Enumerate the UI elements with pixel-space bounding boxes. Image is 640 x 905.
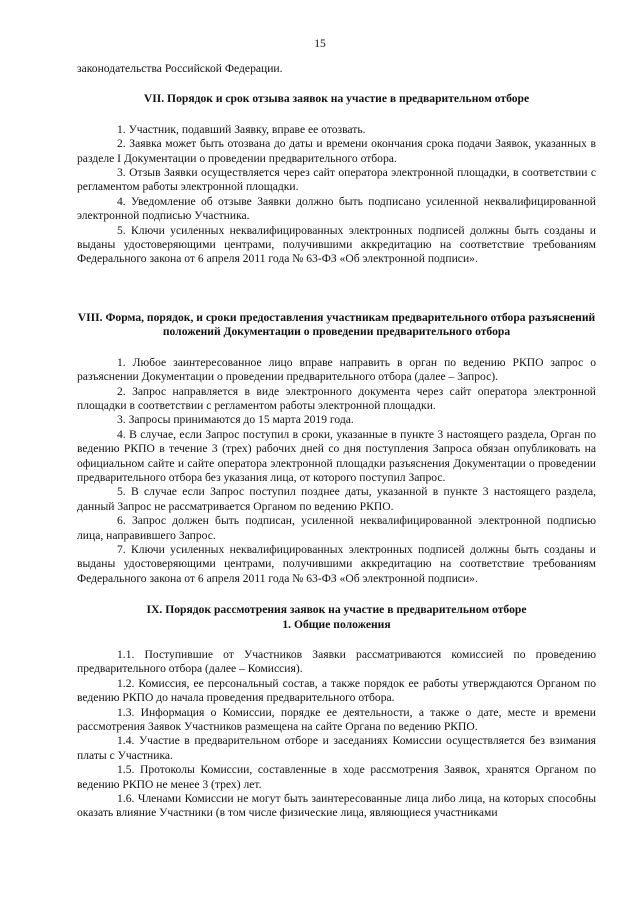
document-body bbox=[77, 62, 596, 821]
section-7-paragraph: 4. Уведомление об отзыве Заявки должно быть подписано усиленной неквалифицированной электронной подписью Участника. bbox=[77, 194, 596, 223]
section-9-paragraph: 1.1. Поступившие от Участников Заявки рассматриваются комиссией по проведению предварительного отбора (далее – Комиссия). bbox=[77, 648, 596, 676]
section-8 bbox=[77, 311, 596, 586]
section-8-paragraph: 3. Запросы принимаются до 15 марта 2019 года. bbox=[117, 413, 354, 427]
section-9-title: IX. Порядок рассмотрения заявок на участие в предварительном отборе bbox=[146, 603, 527, 617]
section-8-paragraph: 6. Запрос должен быть подписан, усиленной неквалифицированной электронной подписью лица, направившего Запрос. bbox=[77, 514, 596, 542]
section-8-paragraph: 5. В случае если Запрос поступил позднее даты, указанной в пункте 3 настоящего раздела, данный Запрос не рассматривается Органом по ведению РКПО. bbox=[77, 485, 596, 513]
section-7 bbox=[77, 92, 596, 266]
section-8-paragraph: 7. Ключи усиленных неквалифицированных электронных подписей должны быть созданы и выданы удостоверяющими центрами, получившими аккредитацию на соответствие требованиям Федерального закона от 6 апреля 2011 года № 63-ФЗ «Об электронной подписи». bbox=[77, 542, 596, 585]
section-9-paragraph: 1.2. Комиссия, ее персональный состав, а также порядок ее работы утверждаются Органом по ведению РКПО до начала проведения предварительного отбора. bbox=[77, 676, 596, 705]
section-9-paragraph: 1.5. Протоколы Комиссии, составленные в ходе рассмотрения Заявок, хранятся Органом по ведению РКПО не менее 3 (трех) лет. bbox=[77, 763, 596, 791]
section-9-subtitle: 1. Общие положения bbox=[282, 617, 391, 631]
section-9-paragraph: 1.4. Участие в предварительном отборе и заседаниях Комиссии осуществляется без взимания платы с Участника. bbox=[77, 734, 596, 762]
section-9 bbox=[77, 603, 596, 821]
section-7-paragraph: 1. Участник, подавший Заявку, вправе ее отозвать. bbox=[117, 122, 366, 136]
section-7-paragraph: 3. Отзыв Заявки осуществляется через сайт оператора электронной площадки, в соответствии с регламентом работы электронной площадки. bbox=[77, 166, 596, 194]
section-8-paragraph: 1. Любое заинтересованное лицо вправе направить в орган по ведению РКПО запрос о разъяснении Документации о проведении предварительного отбора (далее – Запрос). bbox=[77, 355, 596, 384]
section-7-paragraph: 2. Заявка может быть отозвана до даты и времени окончания срока подачи Заявок, указанных в разделе I Документации о проведении предварительного отбора. bbox=[77, 137, 596, 165]
section-7-paragraph: 5. Ключи усиленных неквалифицированных электронных подписей должны быть созданы и выданы удостоверяющими центрами, получившими аккредитацию на соответствие требованиям Федерального закона от 6 апреля 2011 года № 63-ФЗ «Об электронной подписи». bbox=[77, 223, 596, 266]
section-7-title: VII. Порядок и срок отзыва заявок на участие в предварительном отборе bbox=[143, 92, 530, 106]
section-9-paragraph: 1.6. Членами Комиссии не могут быть заинтересованные лица либо лица, на которых способны оказать влияние Участники (в том числе физические лица, являющиеся участниками bbox=[77, 792, 596, 820]
lead-line: законодательства Российской Федерации. bbox=[77, 62, 283, 75]
section-8-title: VIII. Форма, порядок, и сроки предоставления участникам предварительного отбора разъяснений положений Документации о проведении предварительного отбора bbox=[77, 310, 596, 339]
section-8-paragraph: 2. Запрос направляется в виде электронного документа через сайт оператора электронной площадки в соответствии с регламентом работы электронной площадки. bbox=[77, 384, 596, 412]
page-number: 15 bbox=[314, 37, 326, 50]
section-9-paragraph: 1.3. Информация о Комиссии, порядке ее деятельности, а также о дате, месте и времени рассмотрения Заявок Участников размещена на сайте Органа по ведению РКПО. bbox=[77, 705, 596, 734]
section-8-paragraph: 4. В случае, если Запрос поступил в сроки, указанные в пункте 3 настоящего раздела, Орган по ведению РКПО в течение 3 (трех) рабочих дней со дня поступления Запроса обязан опубликовать на официальном сайте и сайте оператора электронной площадки разъяснения Документации о проведении предварительного отбора без указания лица, от которого поступил Запрос. bbox=[77, 427, 596, 484]
